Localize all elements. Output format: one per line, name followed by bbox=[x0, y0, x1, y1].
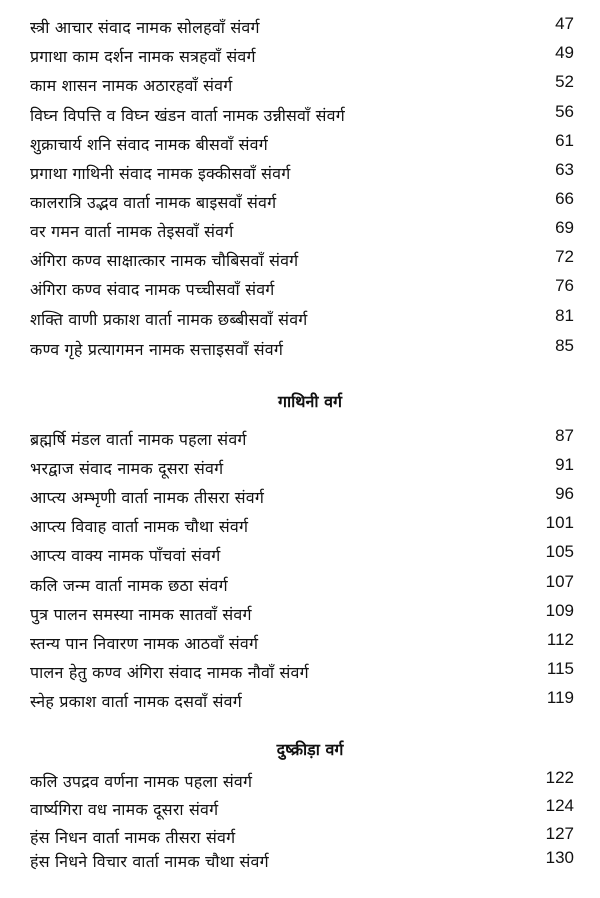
toc-entry bbox=[0, 14, 600, 43]
entry-title: आप्त्य विवाह वार्ता नामक चौथा संवर्ग bbox=[30, 517, 249, 536]
entry-page: 124 bbox=[545, 796, 574, 815]
entry-title: हंस निधन वार्ता नामक तीसरा संवर्ग bbox=[30, 828, 236, 847]
entry-title: विघ्न विपत्ति व विघ्न खंडन वार्ता नामक उन्नीसवाँ संवर्ग bbox=[30, 106, 345, 125]
entry-title: हंस निधने विचार वार्ता नामक चौथा संवर्ग bbox=[30, 852, 269, 871]
toc-entry bbox=[0, 455, 600, 484]
entry-title: स्त्री आचार संवाद नामक सोलहवाँ संवर्ग bbox=[30, 18, 260, 37]
entry-page: 87 bbox=[555, 426, 574, 445]
entry-page: 127 bbox=[545, 824, 574, 843]
entry-page: 85 bbox=[555, 336, 574, 355]
entry-page: 109 bbox=[545, 601, 574, 620]
toc-entry bbox=[0, 688, 600, 717]
entry-page: 56 bbox=[555, 102, 574, 121]
entry-title: भरद्वाज संवाद नामक दूसरा संवर्ग bbox=[30, 459, 224, 478]
toc-entry bbox=[0, 513, 600, 542]
toc-entry bbox=[0, 542, 600, 571]
entry-title: ब्रह्मर्षि मंडल वार्ता नामक पहला संवर्ग bbox=[30, 430, 247, 449]
entry-page: 91 bbox=[555, 455, 574, 474]
entry-page: 119 bbox=[546, 688, 574, 707]
toc-entry bbox=[0, 131, 600, 160]
toc-entry bbox=[0, 247, 600, 276]
entry-page: 47 bbox=[555, 14, 574, 33]
entry-page: 81 bbox=[555, 306, 574, 325]
entry-page: 130 bbox=[545, 848, 574, 867]
entry-title: कलि जन्म वार्ता नामक छठा संवर्ग bbox=[30, 576, 228, 595]
toc-entry bbox=[0, 43, 600, 72]
entry-page: 52 bbox=[555, 72, 574, 91]
toc-entry bbox=[0, 426, 600, 455]
toc-entry bbox=[0, 72, 600, 101]
toc-entry bbox=[0, 484, 600, 513]
entry-title: स्नेह प्रकाश वार्ता नामक दसवाँ संवर्ग bbox=[30, 692, 242, 711]
toc-entry bbox=[0, 218, 600, 247]
toc-entry bbox=[0, 102, 600, 131]
entry-page: 107 bbox=[545, 572, 574, 591]
entry-title: कण्व गृहे प्रत्यागमन नामक सत्ताइसवाँ संवर्ग bbox=[30, 340, 284, 359]
entry-title: आप्त्य अम्भृणी वार्ता नामक तीसरा संवर्ग bbox=[30, 488, 265, 507]
entry-page: 72 bbox=[555, 247, 574, 266]
section-heading: गाथिनी वर्ग bbox=[277, 392, 343, 411]
entry-title: कालरात्रि उद्भव वार्ता नामक बाइसवाँ संवर्ग bbox=[30, 193, 277, 212]
entry-title: प्रगाथा काम दर्शन नामक सत्रहवाँ संवर्ग bbox=[30, 47, 256, 66]
entry-title: पुत्र पालन समस्या नामक सातवाँ संवर्ग bbox=[30, 605, 252, 624]
entry-title: शक्ति वाणी प्रकाश वार्ता नामक छब्बीसवाँ संवर्ग bbox=[30, 310, 308, 329]
section-heading: दुष्क्रीड़ा वर्ग bbox=[276, 740, 344, 759]
entry-page: 101 bbox=[545, 513, 574, 532]
entry-title: अंगिरा कण्व संवाद नामक पच्चीसवाँ संवर्ग bbox=[30, 280, 275, 299]
entry-title: वार्ष्यगिरा वध नामक दूसरा संवर्ग bbox=[30, 800, 219, 819]
entry-page: 61 bbox=[555, 131, 574, 150]
entry-page: 66 bbox=[555, 189, 574, 208]
toc-entry bbox=[0, 659, 600, 688]
entry-title: वर गमन वार्ता नामक तेइसवाँ संवर्ग bbox=[30, 222, 234, 241]
toc-entry bbox=[0, 160, 600, 189]
toc-entry bbox=[0, 276, 600, 305]
entry-title: शुक्राचार्य शनि संवाद नामक बीसवाँ संवर्ग bbox=[30, 135, 268, 154]
toc-entry bbox=[0, 336, 600, 365]
toc-entry bbox=[0, 796, 600, 825]
toc-entry bbox=[0, 848, 600, 877]
toc-entry bbox=[0, 601, 600, 630]
entry-title: काम शासन नामक अठारहवाँ संवर्ग bbox=[30, 76, 233, 95]
toc-entry bbox=[0, 768, 600, 797]
toc-entry bbox=[0, 306, 600, 335]
entry-page: 96 bbox=[555, 484, 574, 503]
entry-title: आप्त्य वाक्य नामक पाँचवां संवर्ग bbox=[30, 546, 221, 565]
entry-page: 63 bbox=[555, 160, 574, 179]
entry-title: पालन हेतु कण्व अंगिरा संवाद नामक नौवाँ संवर्ग bbox=[30, 663, 309, 682]
entry-title: अंगिरा कण्व साक्षात्कार नामक चौबिसवाँ संवर्ग bbox=[30, 251, 299, 270]
entry-page: 122 bbox=[545, 768, 574, 787]
entry-title: प्रगाथा गाथिनी संवाद नामक इक्कीसवाँ संवर्ग bbox=[30, 164, 291, 183]
entry-page: 49 bbox=[555, 43, 574, 62]
entry-title: कलि उपद्रव वर्णना नामक पहला संवर्ग bbox=[30, 772, 253, 791]
toc-entry bbox=[0, 189, 600, 218]
entry-page: 105 bbox=[545, 542, 574, 561]
toc-entry bbox=[0, 630, 600, 659]
entry-page: 112 bbox=[546, 630, 574, 649]
entry-page: 76 bbox=[555, 276, 574, 295]
entry-page: 115 bbox=[546, 659, 574, 678]
toc-entry bbox=[0, 572, 600, 601]
entry-page: 69 bbox=[555, 218, 574, 237]
entry-title: स्तन्य पान निवारण नामक आठवाँ संवर्ग bbox=[30, 634, 259, 653]
